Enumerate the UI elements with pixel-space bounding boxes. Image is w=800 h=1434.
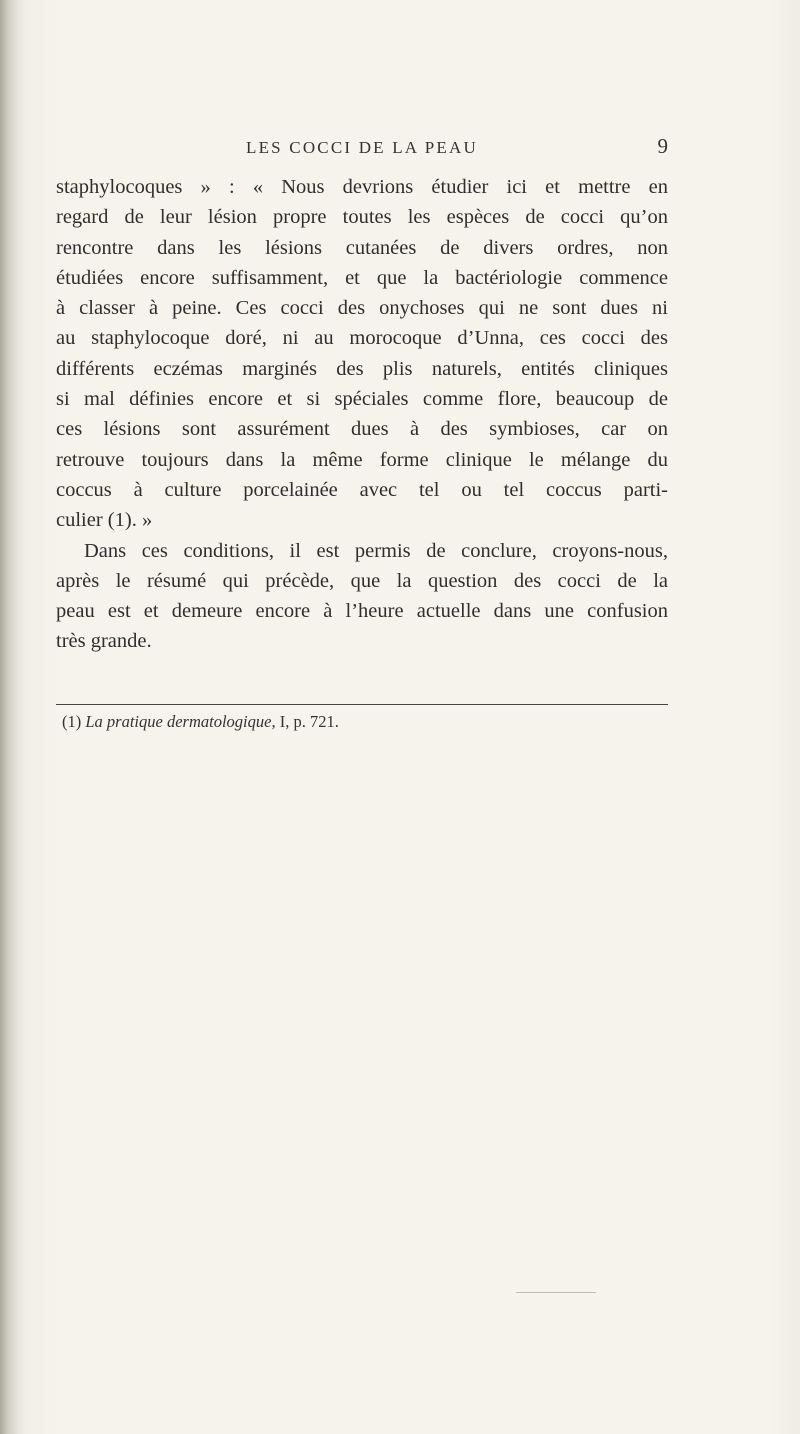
text-line: différents eczémas marginés des plis naturels, entités cliniques [56, 357, 668, 380]
page-number: 9 [657, 134, 668, 158]
body-text [56, 172, 668, 657]
text-line: à classer à peine. Ces cocci des onychoses qui ne sont dues ni [56, 297, 668, 320]
text-line: très grande. [56, 630, 152, 653]
text-line: coccus à culture porcelainée avec tel ou tel coccus parti- [56, 478, 668, 501]
footnote-marker: (1) [62, 712, 82, 731]
footnote [62, 712, 339, 732]
text-line: étudiées encore suffisamment, et que la bactériologie commence [56, 266, 668, 289]
stray-mark [516, 1292, 596, 1293]
text-line: si mal définies encore et si spéciales comme flore, beaucoup de [56, 388, 668, 411]
running-title: LES COCCI DE LA PEAU [246, 138, 478, 157]
text-line: culier (1). » [56, 509, 153, 532]
footnote-reference: , I, p. 721. [271, 712, 339, 731]
footnote-rule [56, 704, 668, 705]
text-line: retrouve toujours dans la même forme clinique le mélange du [56, 448, 668, 471]
text-line: staphylocoques » : « Nous devrions étudier ici et mettre en [56, 176, 668, 198]
text-line: après le résumé qui précède, que la question des cocci de la [56, 569, 668, 592]
text-line: Dans ces conditions, il est permis de conclure, croyons-nous, [84, 539, 668, 562]
running-head [56, 134, 668, 160]
text-line: peau est et demeure encore à l’heure actuelle dans une confusion [56, 600, 668, 623]
text-line: regard de leur lésion propre toutes les espèces de cocci qu’on [56, 206, 668, 229]
text-line: ces lésions sont assurément dues à des symbioses, car on [56, 418, 668, 441]
binding-shadow [0, 0, 26, 1434]
footnote-title: La pratique dermatologique [85, 712, 272, 731]
text-line: rencontre dans les lésions cutanées de divers ordres, non [56, 236, 668, 259]
text-line: au staphylocoque doré, ni au morocoque d’Unna, ces cocci des [56, 327, 668, 350]
